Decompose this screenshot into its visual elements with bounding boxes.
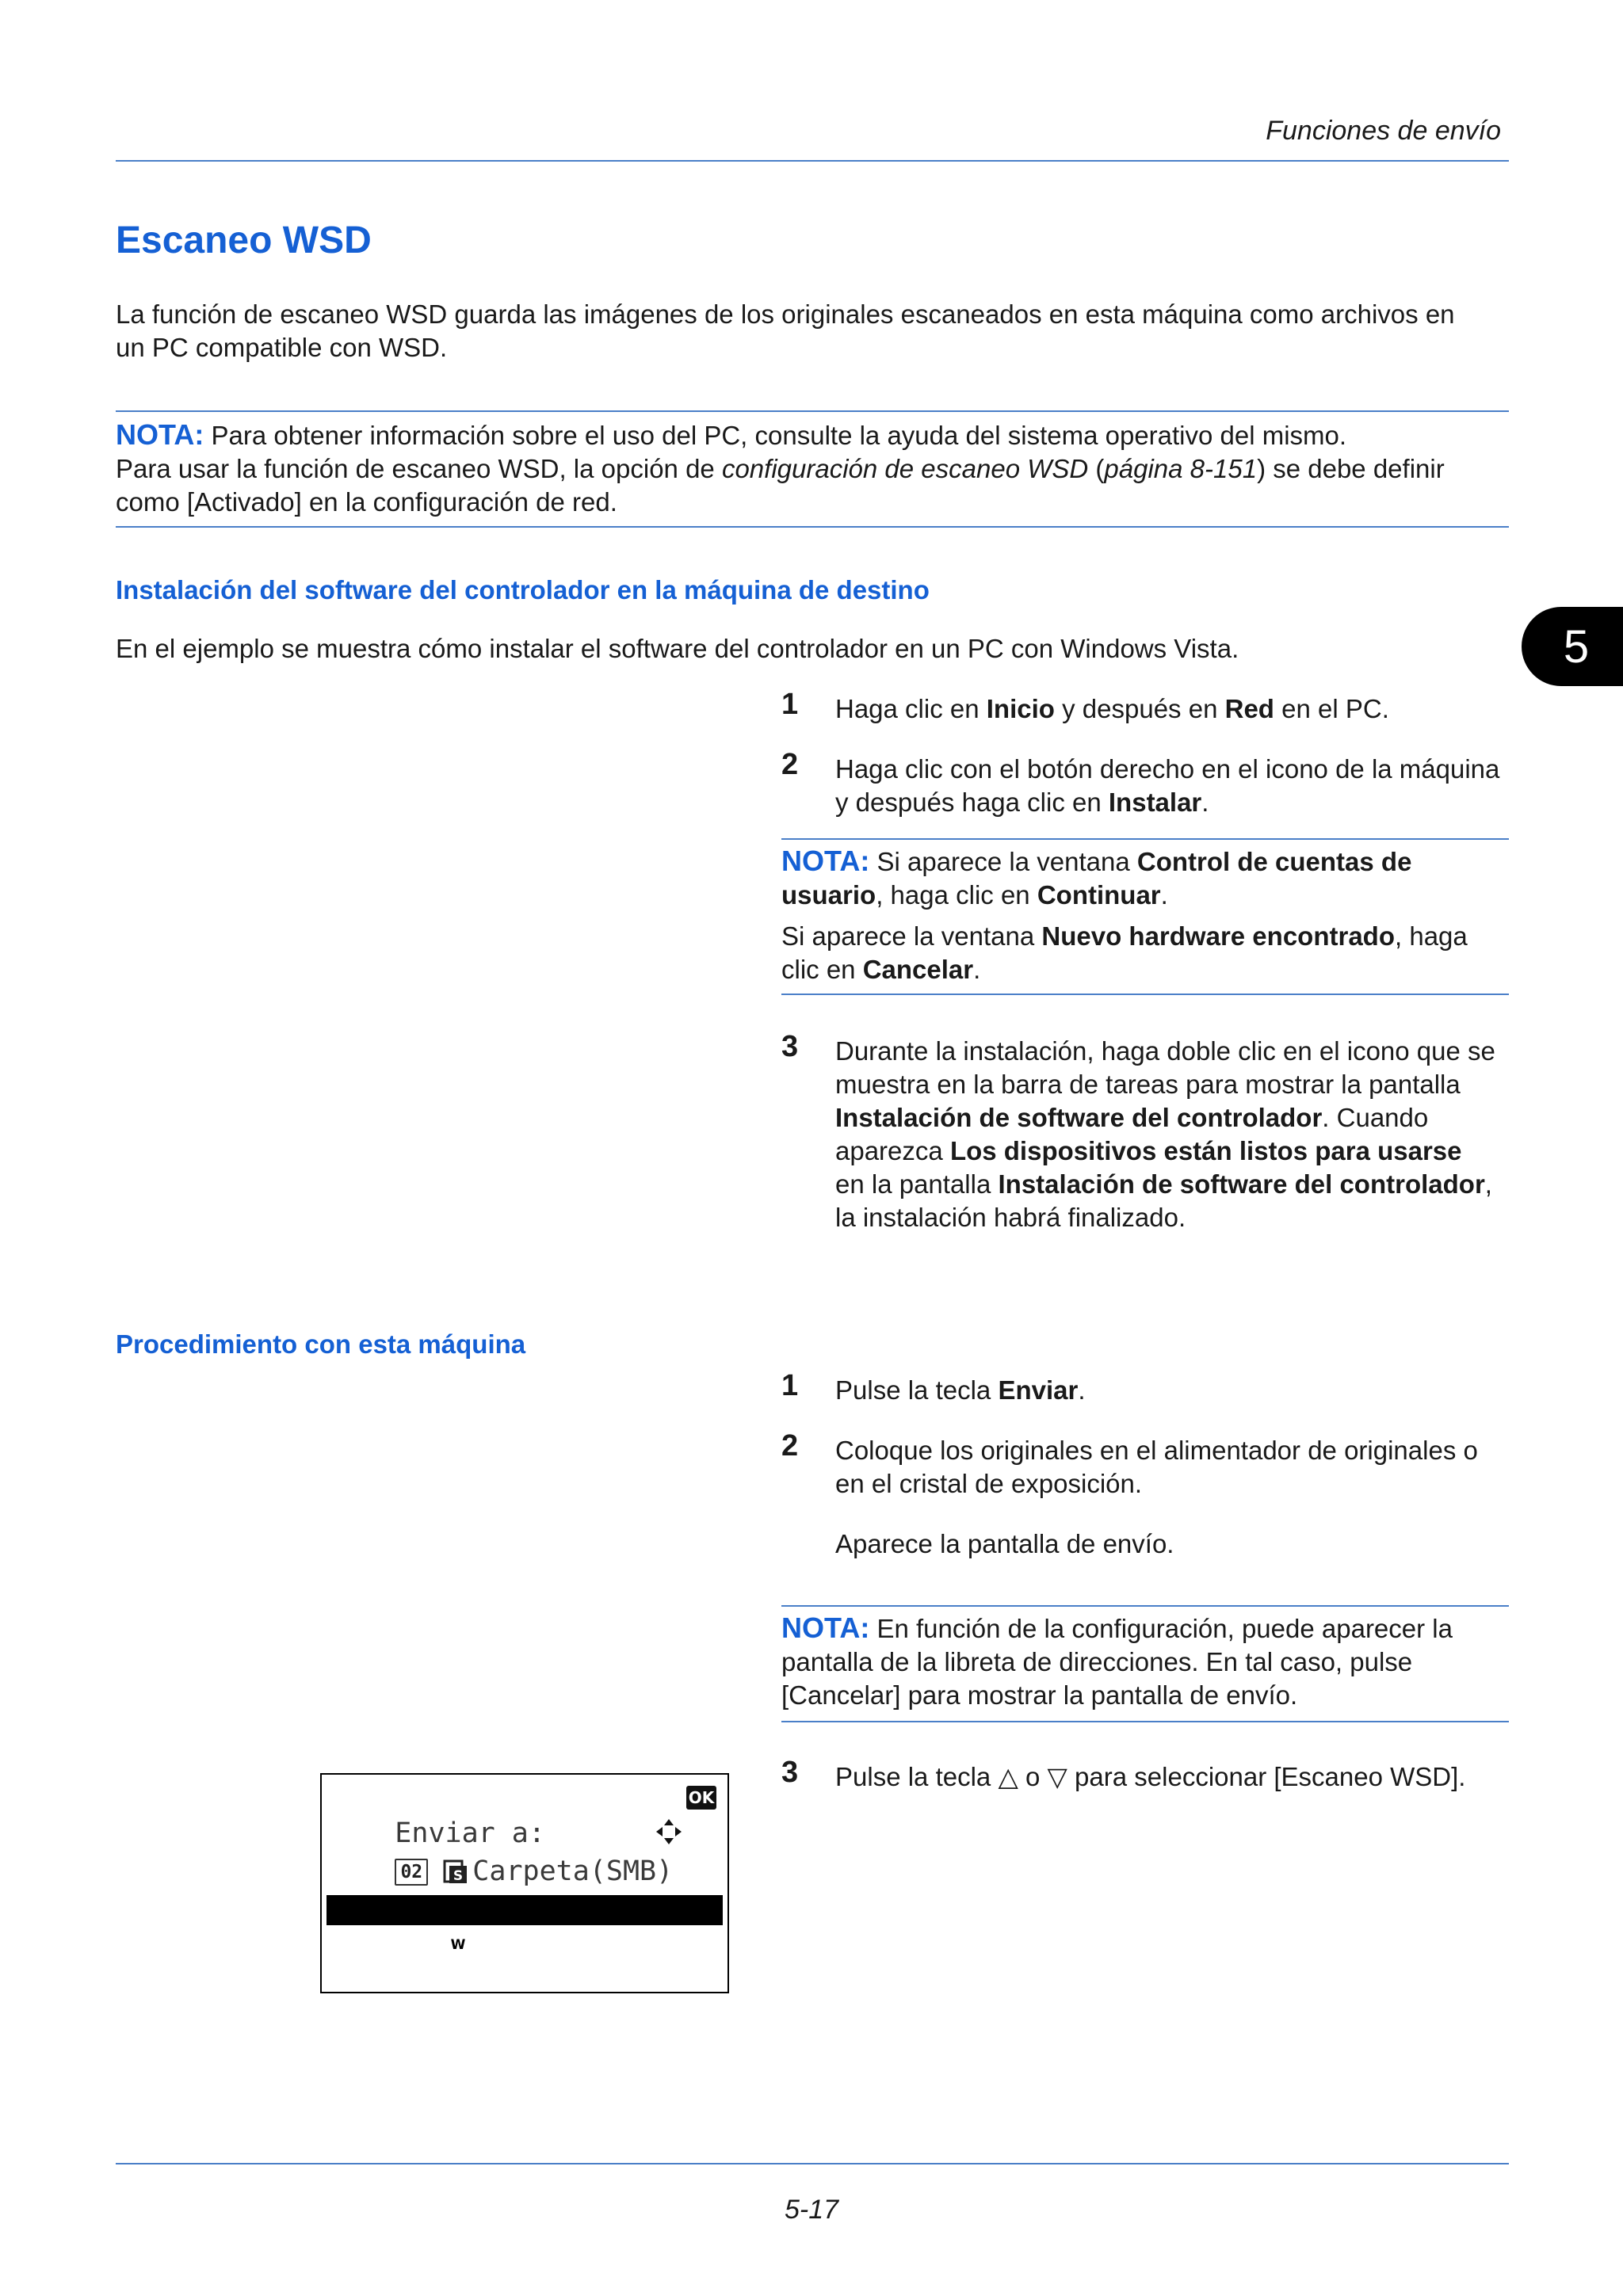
ui-term: Red [1224,694,1274,723]
lcd-item-label: Escaneo WSD [472,1924,657,1956]
ui-term: Enviar [998,1375,1079,1405]
text: , haga [1395,921,1468,951]
text: pantalla de la libreta de direcciones. En tal caso, pulse [781,1647,1413,1676]
lcd-screen [320,1773,729,1993]
lcd-item-label: Carpeta(SMB) [472,1855,674,1887]
lcd-item-number: 04 [395,1928,428,1955]
text: , [1484,1169,1492,1199]
note-general [116,418,1542,519]
step-number: 2 [781,1429,799,1463]
text: Durante la instalación, haga doble clic en el icono que se [835,1036,1495,1066]
text: en el PC. [1274,694,1389,723]
note-procedure [781,1611,1518,1712]
text: y después en [1054,694,1225,723]
step-number: 2 [781,748,799,781]
note-rule-top [116,410,1509,412]
svg-text:W: W [450,1937,466,1953]
note-rule-bottom [116,526,1509,528]
subsection-title-procedure: Procedimiento con esta máquina [116,1329,526,1359]
page-number: 5-17 [784,2195,839,2225]
ui-term: Instalación de software del controlador [998,1169,1485,1199]
text: Aparece la pantalla de envío. [835,1529,1174,1558]
text: y después haga clic en [835,788,1109,817]
svg-text:S: S [453,1868,464,1884]
text: en la pantalla [835,1169,999,1199]
note-page-link[interactable]: página 8-151 [1104,454,1258,483]
ui-term: Continuar [1037,880,1161,910]
text: [Cancelar] para mostrar la pantalla de envío. [781,1680,1298,1710]
section-intro [116,298,1542,364]
header-rule [116,160,1509,162]
text: Si aparece la ventana [781,921,1042,951]
step-text [835,692,1389,726]
note-rule-bottom [781,994,1509,995]
lcd-title-row [328,1781,721,1849]
lcd-list-item [328,1857,721,1892]
note-install [781,845,1518,986]
note-label: NOTA: [781,845,870,877]
step-text [835,1434,1549,1561]
step-number: 3 [781,1030,799,1063]
lcd-list-item-selected [327,1895,723,1956]
note-rule-top [781,1605,1509,1607]
ui-term: Instalar [1108,788,1202,817]
text: aparezca [835,1136,950,1165]
text: Pulse la tecla [835,1375,999,1405]
step-number: 1 [781,688,799,721]
note-ref-setting: configuración de escaneo WSD [721,454,1089,483]
running-header: Funciones de envío [1266,116,1501,146]
step-text [835,1035,1549,1234]
text: En función de la configuración, puede aparecer la [869,1614,1453,1643]
text: la instalación habrá finalizado. [835,1203,1186,1232]
text: Haga clic con el botón derecho en el icono de la máquina [835,754,1500,784]
lcd-title: Enviar a: [395,1817,545,1849]
step-number: 1 [781,1369,799,1402]
ok-key-icon: OK [686,1786,716,1810]
lcd-list-item [328,1819,721,1887]
intro-line: La función de escaneo WSD guarda las imágenes de los originales escaneados en esta máquina como archivos en [116,299,1455,329]
ui-term: Cancelar [862,955,974,984]
text: . [1201,788,1209,817]
ui-term: Nuevo hardware encontrado [1041,921,1395,951]
text: Si aparece la ventana [869,847,1137,876]
note-text: como [Activado] en la configuración de red. [116,487,617,517]
ui-term: Los dispositivos están listos para usarse [949,1136,1462,1165]
wsd-scan-icon [442,1928,469,1955]
note-label: NOTA: [781,1611,870,1644]
ui-term: Control de cuentas de [1136,847,1412,876]
text: , haga clic en [876,880,1037,910]
note-rule-bottom [781,1721,1509,1722]
subsection-title-install: Instalación del software del controlador en la máquina de destino [116,575,930,605]
text: . Cuando [1322,1103,1429,1132]
step-number: 3 [781,1756,799,1789]
text: . [1160,880,1168,910]
text: en el cristal de exposición. [835,1469,1143,1498]
note-text: Para usar la función de escaneo WSD, la opción de [116,454,722,483]
ui-term: Instalación de software del controlador [835,1103,1323,1132]
text: . [1078,1375,1086,1405]
note-text: Para obtener información sobre el uso del PC, consulte la ayuda del sistema operativo del mismo. [211,421,1347,450]
note-label: NOTA: [116,418,204,451]
text: Coloque los originales en el alimentador de originales o [835,1436,1478,1465]
section-title: Escaneo WSD [116,219,372,261]
text: clic en [781,955,863,984]
footer-rule [116,2163,1509,2164]
text: . [973,955,981,984]
install-intro: En el ejemplo se muestra cómo instalar el software del controlador en un PC con Windows Vista. [116,634,1239,663]
step-text: Pulse la tecla △ o ▽ para seleccionar [Escaneo WSD]. [835,1762,1466,1791]
note-text: ) se debe definir [1257,454,1445,483]
text: muestra en la barra de tareas para mostrar la pantalla [835,1070,1461,1099]
note-rule-top [781,838,1509,840]
text: Haga clic en [835,694,987,723]
step-text [835,753,1549,819]
note-text: ( [1088,454,1105,483]
step-text [835,1374,1086,1407]
ui-term: usuario [781,880,876,910]
chapter-tab: 5 [1522,607,1623,686]
intro-line: un PC compatible con WSD. [116,333,448,362]
ui-term: Inicio [986,694,1055,723]
lcd-item-number: 02 [395,1859,428,1886]
